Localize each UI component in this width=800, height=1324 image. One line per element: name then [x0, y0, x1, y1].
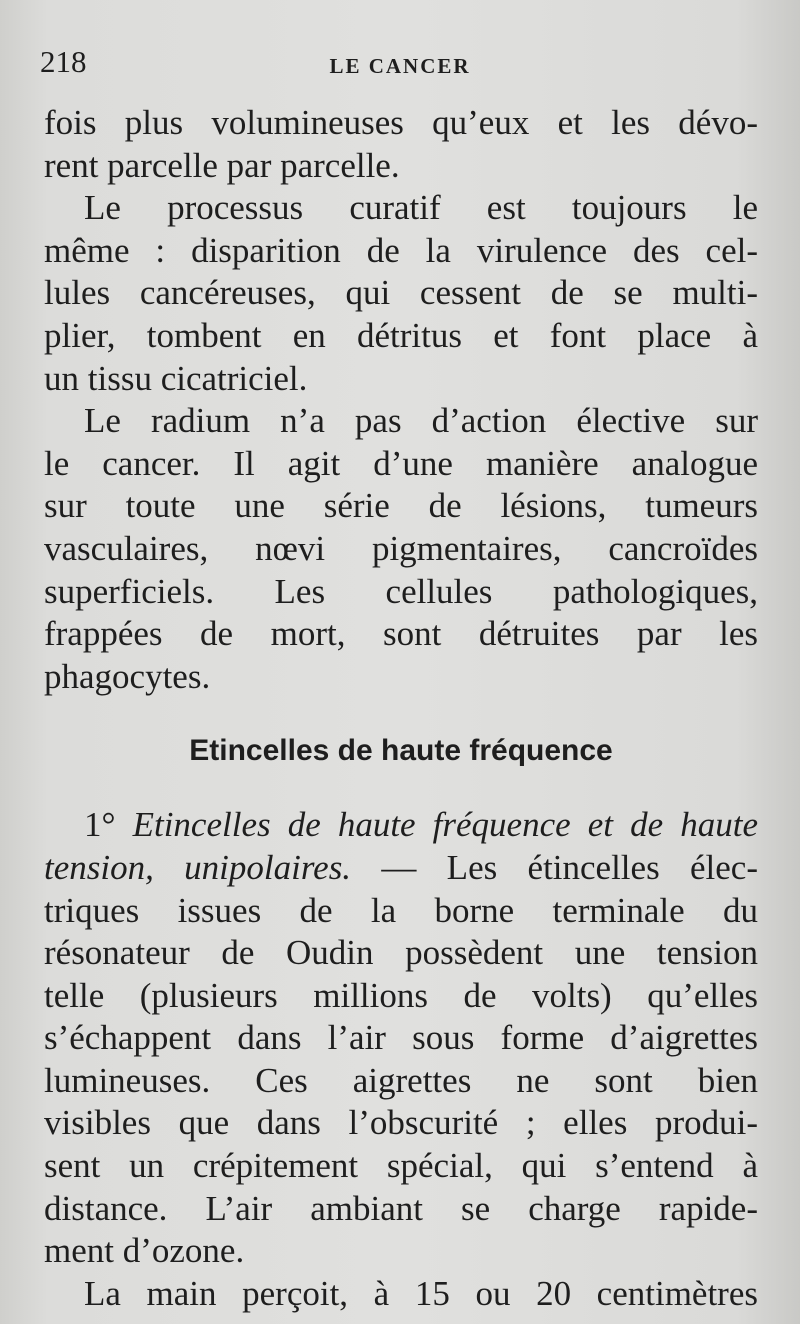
- section-heading: Etincelles de haute fréquence: [189, 734, 613, 768]
- text-line: s’échappent dans l’air sous forme d’aigrettes: [44, 1018, 758, 1058]
- body-text: [44, 102, 758, 1315]
- text-line: La main perçoit, à 15 ou 20 centimètres: [84, 1273, 758, 1313]
- running-head: LE CANCER: [329, 54, 471, 78]
- italic-title: tension, unipolaires.: [44, 847, 352, 887]
- text-line: lules cancéreuses, qui cessent de se multi-: [44, 273, 758, 313]
- text-line: fois plus volumineuses qu’eux et les dévo-: [44, 103, 758, 142]
- text-line: résonateur de Oudin possèdent une tension: [44, 933, 758, 973]
- text-line: sent un crépitement spécial, qui s’entend à: [44, 1146, 758, 1186]
- text-line: un tissu cicatriciel.: [44, 358, 308, 398]
- page-number: 218: [40, 44, 87, 79]
- text-line: Le radium n’a pas d’action élective sur: [84, 401, 758, 441]
- text-line: le cancer. Il agit d’une manière analogue: [44, 443, 758, 483]
- italic-title: Etincelles de haute fréquence et de haute: [132, 805, 758, 845]
- list-number: 1°: [84, 805, 116, 845]
- text-line: phagocytes.: [44, 656, 211, 696]
- text-line: même : disparition de la virulence des cel-: [44, 230, 758, 270]
- text-line: Le processus curatif est toujours le: [84, 188, 758, 228]
- text-line: triques issues de la borne terminale du: [44, 890, 758, 930]
- text-line: lumineuses. Ces aigrettes ne sont bien: [44, 1060, 758, 1100]
- text-line: [44, 847, 758, 890]
- text-line: vasculaires, nœvi pigmentaires, cancroïdes: [44, 528, 758, 568]
- text-line: telle (plusieurs millions de volts) qu’elles: [44, 975, 758, 1015]
- text-line: [44, 804, 758, 847]
- text-line: rent parcelle par parcelle.: [44, 145, 400, 185]
- text-line: superficiels. Les cellules pathologiques,: [44, 571, 758, 611]
- text-line: frappées de mort, sont détruites par les: [44, 614, 758, 654]
- page-header: [40, 40, 760, 84]
- text-line: distance. L’air ambiant se charge rapide-: [44, 1188, 758, 1228]
- text-run: — Les étincelles élec-: [381, 847, 758, 887]
- text-line: plier, tombent en détritus et font place à: [44, 315, 758, 355]
- text-line: sur toute une série de lésions, tumeurs: [44, 486, 758, 526]
- text-line: ment d’ozone.: [44, 1231, 245, 1271]
- text-line: visibles que dans l’obscurité ; elles produi-: [44, 1103, 758, 1143]
